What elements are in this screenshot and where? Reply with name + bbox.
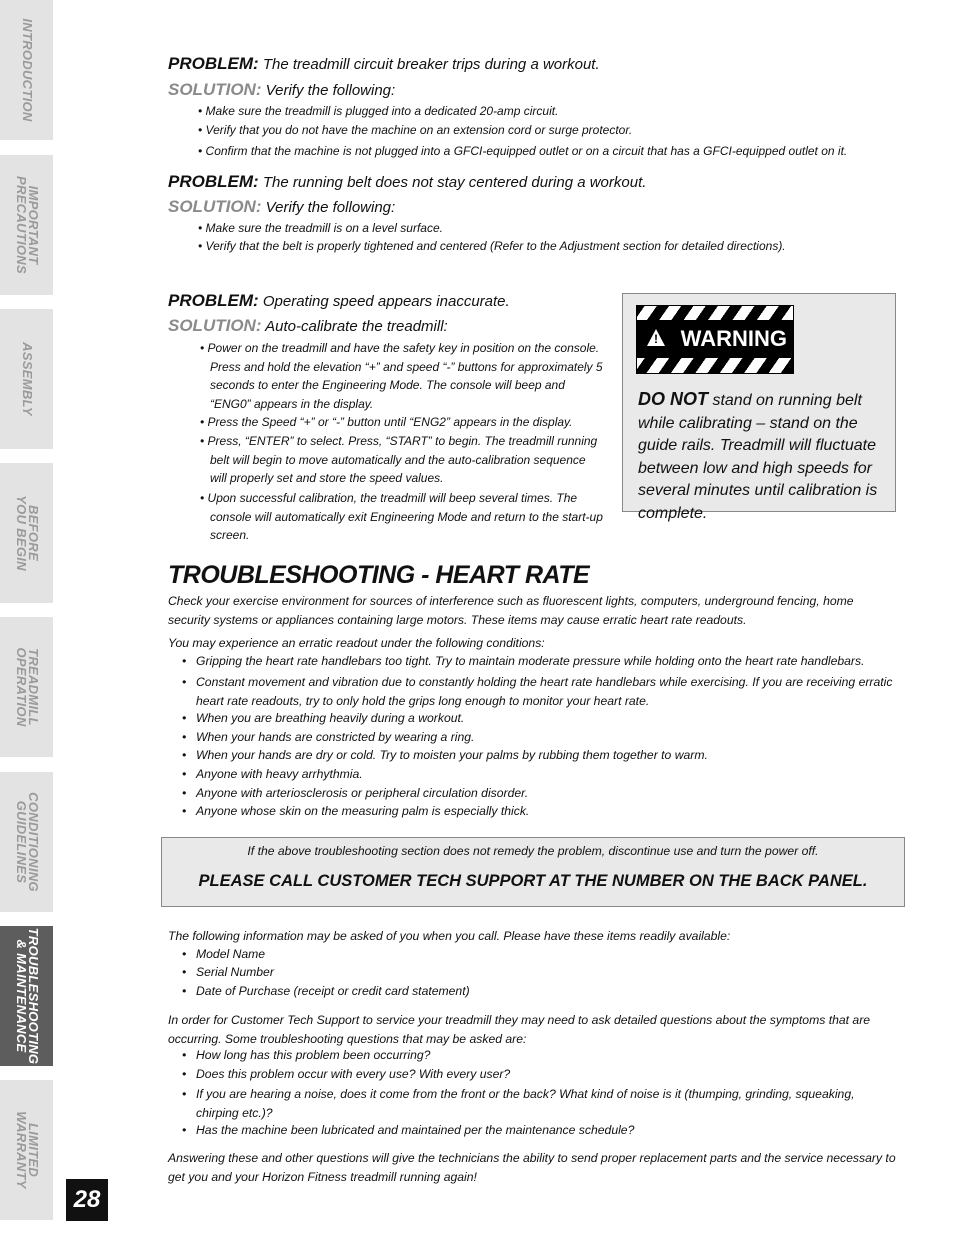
solution-label: SOLUTION: [168,197,262,216]
solution-heading [168,80,395,100]
list-item: • Press the Speed “+” or “-” button until “ENG2” appears in the display. [200,415,573,429]
warning-text: DO NOT stand on running belt while calibrating – stand on the guide rails. Treadmill will fluctuate between low and high speeds for several minutes until calibration is complete. [638,389,878,522]
list-item: • When your hands are dry or cold. Try to moisten your palms by rubbing them together to warm. [182,748,708,762]
support-box [161,837,905,907]
solution-heading [168,197,395,217]
tab-treadmill-operation[interactable] [0,617,53,757]
list-item: • How long has this problem been occurring? [182,1048,431,1062]
list-item: • Anyone with heavy arrhythmia. [182,767,363,781]
list-item: • Model Name [182,947,266,961]
tab-label: BEFORE YOU BEGIN [13,495,41,571]
list-item: • Verify that you do not have the machine on an extension cord or surge protector. [198,123,633,137]
list-item: • If you are hearing a noise, does it come from the front or the back? What kind of noise is it (thumping, grinding, squeaking, chirping etc.)? [182,1087,855,1120]
problem-text: Operating speed appears inaccurate. [262,293,510,310]
tab-troubleshooting-maintenance[interactable] [0,926,53,1066]
list-item: • Serial Number [182,965,274,979]
tab-assembly[interactable] [0,309,53,449]
tab-introduction[interactable] [0,0,53,140]
tab-label: INTRODUCTION [19,18,35,122]
support-call: PLEASE CALL CUSTOMER TECH SUPPORT AT THE NUMBER ON THE BACK PANEL. [198,872,868,890]
list-item: • Has the machine been lubricated and maintained per the maintenance schedule? [182,1123,635,1137]
solution-label: SOLUTION: [168,316,262,335]
tab-before-you-begin[interactable] [0,463,53,603]
list-item: • Anyone whose skin on the measuring palm is especially thick. [182,804,530,818]
problem-heading [168,54,600,74]
section-title: TROUBLESHOOTING - HEART RATE [168,561,590,589]
tab-label: LIMITED WARRANTY [13,1111,41,1189]
list-item: • Confirm that the machine is not plugged into a GFCI-equipped outlet or on a circuit that has a GFCI-equipped outlet on it. [198,144,848,158]
paragraph: You may experience an erratic readout under the following conditions: [168,636,545,650]
warning-box [622,293,896,522]
problem-label: PROBLEM: [168,172,259,191]
list-item: • Upon successful calibration, the treadmill will beep several times. The console will automatically exit Engineering Mode and return to the start-up screen. [200,491,603,543]
list-item: • Gripping the heart rate handlebars too tight. Try to maintain moderate pressure while holding onto the heart rate handlebars. [182,654,865,668]
solution-text: Auto-calibrate the treadmill: [265,318,448,335]
problem-label: PROBLEM: [168,291,259,310]
problem-heading [168,172,646,192]
solution-text: Verify the following: [265,82,396,99]
tab-label: TROUBLESHOOTING & MAINTENANCE [13,927,41,1065]
paragraph: Check your exercise environment for sources of interference such as fluorescent lights, computers, underground fencing, home security systems or appliances containing large motors. These items may cause erratic heart rate readouts. [168,594,854,627]
list-item: • Make sure the treadmill is on a level surface. [198,221,443,235]
paragraph: The following information may be asked of you when you call. Please have these items readily available: [168,929,731,943]
problem-text: The running belt does not stay centered during a workout. [262,174,647,191]
problem-heading [168,291,510,311]
list-item: • Verify that the belt is properly tightened and centered (Refer to the Adjustment section for detailed directions). [198,239,786,253]
list-item: • When your hands are constricted by wearing a ring. [182,730,475,744]
list-item: • Make sure the treadmill is plugged into a dedicated 20-amp circuit. [198,104,559,118]
list-item: • Constant movement and vibration due to constantly holding the heart rate handlebars while exercising. If you are receiving erratic heart rate readouts, try to only hold the grips long enough to monitor your heart rate. [182,675,893,708]
closing-paragraph: Answering these and other questions will give the technicians the ability to send proper replacement parts and the service necessary to get you and your Horizon Fitness treadmill running again! [168,1151,896,1184]
tab-conditioning-guidelines[interactable] [0,772,53,912]
solution-heading [168,316,448,336]
list-item: • Power on the treadmill and have the safety key in position on the console. Press and hold the elevation “+” and speed “-” buttons for approximately 5 seconds to enter the Engineering Mode. The console will beep and “ENG0” appears in the display. [200,341,603,411]
problem-label: PROBLEM: [168,54,259,73]
list-item: • When you are breathing heavily during a workout. [182,711,465,725]
warning-sign [636,305,794,374]
tab-limited-warranty[interactable] [0,1080,53,1220]
list-item: • Date of Purchase (receipt or credit card statement) [182,984,470,998]
page-number: 28 [66,1179,108,1221]
list-item: • Press, “ENTER” to select. Press, “START” to begin. The treadmill running belt will begin to move automatically and the auto-calibration sequence will properly set and store the speed values. [200,434,598,486]
tab-label: TREADMILL OPERATION [13,647,41,727]
warning-triangle-icon: ! [647,329,665,346]
problem-text: The treadmill circuit breaker trips during a workout. [262,56,600,73]
tab-important-precautions[interactable] [0,155,53,295]
tab-label: CONDITIONING GUIDELINES [13,792,41,892]
solution-text: Verify the following: [265,199,396,216]
solution-label: SOLUTION: [168,80,262,99]
support-note: If the above troubleshooting section does not remedy the problem, discontinue use and turn the power off. [247,844,819,858]
warning-label: ! WARNING [637,320,793,358]
list-item: • Does this problem occur with every use? With every user? [182,1067,511,1081]
tab-label: ASSEMBLY [19,342,35,416]
tab-label: IMPORTANT PRECAUTIONS [13,176,41,274]
list-item: • Anyone with arteriosclerosis or peripheral circulation disorder. [182,786,529,800]
paragraph: In order for Customer Tech Support to service your treadmill they may need to ask detailed questions about the symptoms that are occurring. Some troubleshooting questions that may be asked are: [168,1013,871,1046]
